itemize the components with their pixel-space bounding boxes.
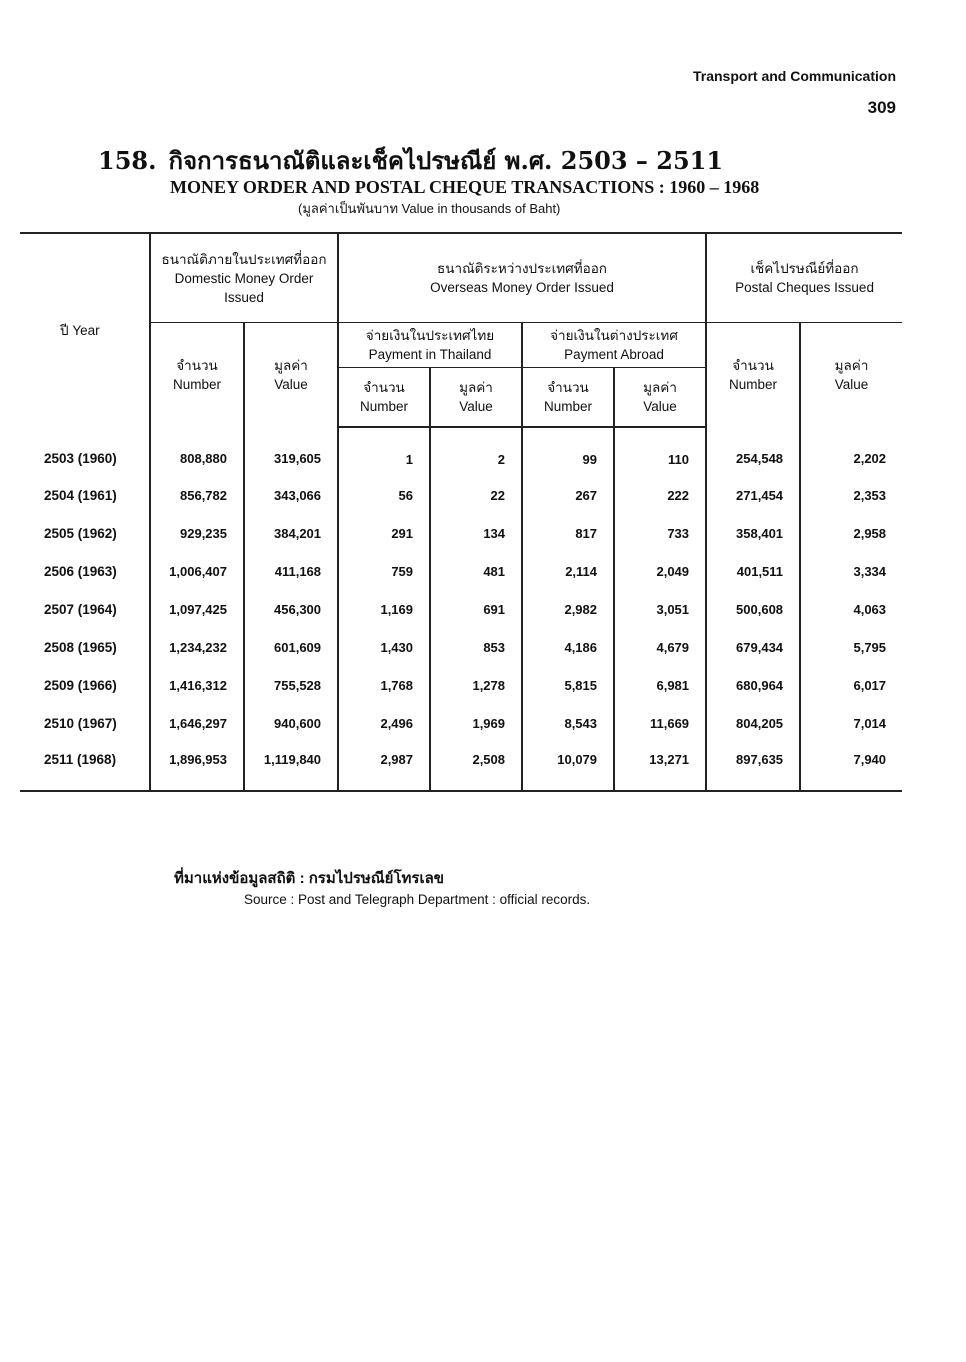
domestic-header-thai: ธนาณัติภายในประเทศที่ออก [161,251,327,267]
abroad-number-cell: 99 [522,427,614,476]
domestic-value-cell: 456,300 [244,590,338,628]
page-number: 309 [867,98,896,117]
postal-value-cell: 4,063 [800,590,902,628]
postal-number-cell: 680,964 [706,666,800,704]
year-cell: 2503 (1960) [44,451,117,466]
title-english: MONEY ORDER AND POSTAL CHEQUE TRANSACTIONS : 1960 – 1968 [170,177,760,197]
title-thai: กิจการธนาณัติและเช็คไปรษณีย์ พ.ศ. 2503 – 2511 [168,146,724,175]
domestic-number-cell: 1,646,297 [150,704,244,742]
thailand-value-cell: 134 [430,514,522,552]
postal-number-cell: 679,434 [706,628,800,666]
overseas-header-english: Overseas Money Order Issued [430,280,614,295]
abroad-number-cell: 817 [522,514,614,552]
thailand-value-cell: 1,278 [430,666,522,704]
domestic-number-header: จำนวน Number [150,323,244,428]
thailand-number-cell: 2,496 [338,704,430,742]
abroad-value-header: มูลค่า Value [614,368,706,428]
thailand-subgroup-header: จ่ายเงินในประเทศไทย Payment in Thailand [338,323,522,368]
postal-value-header: มูลค่า Value [800,323,902,428]
domestic-number-cell: 1,416,312 [150,666,244,704]
thailand-value-cell: 22 [430,476,522,514]
abroad-subgroup-header: จ่ายเงินในต่างประเทศ Payment Abroad [522,323,706,368]
domestic-number-cell: 1,896,953 [150,742,244,791]
domestic-number-cell: 808,880 [150,427,244,476]
domestic-number-cell: 856,782 [150,476,244,514]
money-order-table [20,232,902,792]
postal-value-cell: 3,334 [800,552,902,590]
overseas-group-header [338,233,706,323]
year-cell: 2505 (1962) [44,525,117,541]
postal-value-cell: 7,940 [800,742,902,791]
postal-number-cell: 804,205 [706,704,800,742]
table-row [20,590,902,628]
domestic-value-cell: 343,066 [244,476,338,514]
thailand-number-cell: 1,768 [338,666,430,704]
year-cell: 2508 (1965) [44,639,117,655]
postal-value-cell: 2,353 [800,476,902,514]
unit-note: (มูลค่าเป็นพันบาท Value in thousands of Baht) [298,201,561,216]
domestic-group-header [150,233,338,323]
domestic-value-cell: 1,119,840 [244,742,338,791]
postal-number-cell: 358,401 [706,514,800,552]
thailand-number-cell: 1,169 [338,590,430,628]
domestic-value-cell: 755,528 [244,666,338,704]
thailand-value-cell: 853 [430,628,522,666]
abroad-value-cell: 11,669 [614,704,706,742]
postal-value-cell: 5,795 [800,628,902,666]
table-row [20,427,902,476]
year-cell: 2506 (1963) [44,563,117,579]
thailand-value-header: มูลค่า Value [430,368,522,428]
abroad-number-header: จำนวน Number [522,368,614,428]
abroad-number-cell: 2,114 [522,552,614,590]
postal-number-cell: 500,608 [706,590,800,628]
domestic-value-cell: 384,201 [244,514,338,552]
abroad-number-cell: 10,079 [522,742,614,791]
table-row [20,552,902,590]
abroad-value-cell: 733 [614,514,706,552]
abroad-number-cell: 4,186 [522,628,614,666]
postal-number-cell: 271,454 [706,476,800,514]
postal-number-header: จำนวน Number [706,323,800,428]
year-cell: 2511 (1968) [20,742,150,791]
abroad-value-cell: 13,271 [614,742,706,791]
thailand-number-cell: 2,987 [338,742,430,791]
running-head: Transport and Communication [692,68,896,84]
domestic-value-cell: 319,605 [244,427,338,476]
postal-header-thai: เช็คไปรษณีย์ที่ออก [750,261,859,276]
domestic-number-cell: 1,234,232 [150,628,244,666]
source-note [174,868,590,910]
source-thai: ที่มาแห่งข้อมูลสถิติ : กรมไปรษณีย์โทรเลข [174,870,445,887]
postal-number-cell: 401,511 [706,552,800,590]
table-row [20,628,902,666]
abroad-value-cell: 110 [614,427,706,476]
thailand-number-cell: 1,430 [338,628,430,666]
year-cell: 2509 (1966) [44,677,117,693]
abroad-number-cell: 5,815 [522,666,614,704]
thailand-value-cell: 481 [430,552,522,590]
thailand-value-cell: 691 [430,590,522,628]
postal-value-cell: 2,202 [800,427,902,476]
postal-value-cell: 2,958 [800,514,902,552]
domestic-number-cell: 1,097,425 [150,590,244,628]
abroad-value-cell: 6,981 [614,666,706,704]
thailand-number-cell: 1 [338,427,430,476]
abroad-value-cell: 4,679 [614,628,706,666]
postal-number-cell: 254,548 [706,427,800,476]
title-thai-line [98,146,918,176]
thailand-number-cell: 56 [338,476,430,514]
domestic-value-header: มูลค่า Value [244,323,338,428]
table-row [20,704,902,742]
table-title-block [98,146,918,220]
postal-header-english: Postal Cheques Issued [735,280,874,295]
thailand-value-cell: 2,508 [430,742,522,791]
thailand-number-cell: 291 [338,514,430,552]
thailand-value-cell: 1,969 [430,704,522,742]
abroad-value-cell: 3,051 [614,590,706,628]
year-header: ปี Year [20,233,150,427]
table-number: 158. [98,146,157,175]
postal-value-cell: 7,014 [800,704,902,742]
domestic-value-cell: 940,600 [244,704,338,742]
domestic-value-cell: 411,168 [244,552,338,590]
abroad-number-cell: 267 [522,476,614,514]
abroad-value-cell: 2,049 [614,552,706,590]
domestic-number-cell: 929,235 [150,514,244,552]
domestic-number-cell: 1,006,407 [150,552,244,590]
postal-value-cell: 6,017 [800,666,902,704]
table-row [20,742,902,791]
postal-group-header [706,233,902,323]
overseas-header-thai: ธนาณัติระหว่างประเทศที่ออก [437,261,607,276]
abroad-number-cell: 2,982 [522,590,614,628]
thailand-number-header: จำนวน Number [338,368,430,428]
domestic-header-english: Domestic Money Order Issued [174,270,314,305]
source-english: Source : Post and Telegraph Department : official records. [244,892,591,907]
year-cell: 2504 (1961) [44,487,117,503]
year-cell: 2510 (1967) [44,715,117,731]
table-row [20,514,902,552]
thailand-value-cell: 2 [430,427,522,476]
abroad-number-cell: 8,543 [522,704,614,742]
domestic-value-cell: 601,609 [244,628,338,666]
thailand-number-cell: 759 [338,552,430,590]
table-row [20,476,902,514]
year-cell: 2507 (1964) [44,601,117,617]
postal-number-cell: 897,635 [706,742,800,791]
abroad-value-cell: 222 [614,476,706,514]
table-row [20,666,902,704]
